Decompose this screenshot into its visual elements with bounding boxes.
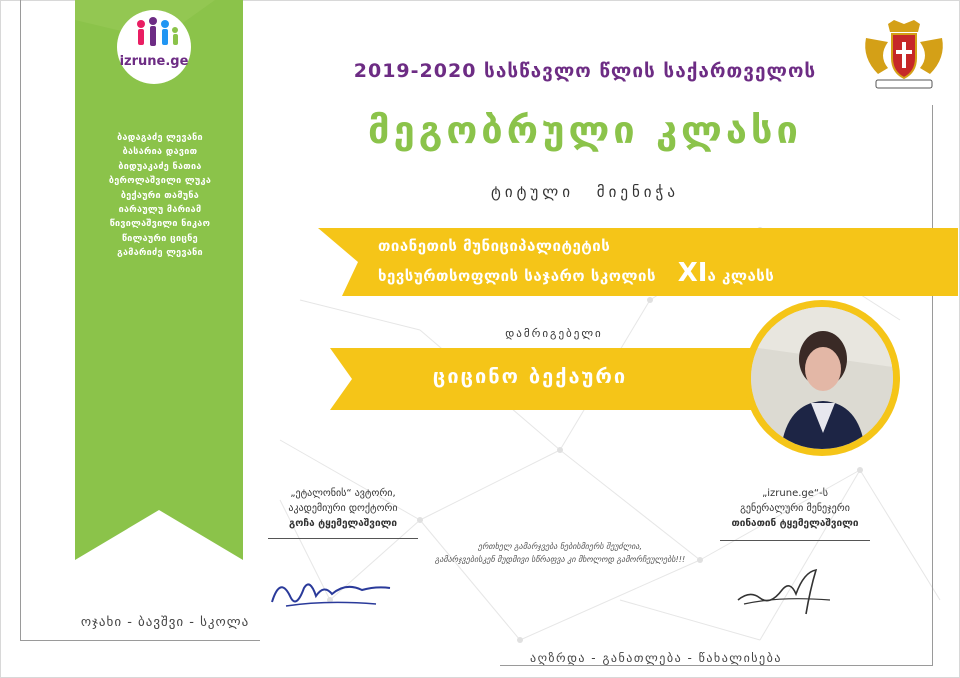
recipient-school: ხევსურთსოფლის საჯარო სკოლის bbox=[378, 267, 656, 285]
student-names-list bbox=[90, 131, 230, 261]
student-name: იარაულუ მარიამ bbox=[118, 205, 202, 216]
coat-of-arms-icon bbox=[858, 18, 950, 94]
family-figures-icon bbox=[117, 10, 191, 60]
certificate-subtitle: ტიტული მიენიჭა bbox=[491, 183, 679, 201]
recipient-line-1: თიანეთის მუნიციპალიტეტის bbox=[378, 237, 611, 255]
frame-line-bottom bbox=[20, 640, 260, 641]
recipient-class-numeral: XI bbox=[677, 258, 708, 288]
year-heading: 2019-2020 სასწავლო წლის საქართველოს bbox=[353, 60, 817, 82]
student-name: გამარიძე ლევანი bbox=[117, 248, 203, 259]
student-name: ბეროლაშვილი ლუკა bbox=[108, 176, 212, 187]
note-line-2: გამარჯვებისკენ მუდმივი სწრაფვა კი მხოლოდ გამორჩეულებს!!! bbox=[434, 555, 686, 564]
right-signatory-name: თინათინ ტყემელაშვილი bbox=[731, 518, 859, 529]
left-signatory-line-1: „ეტალონის“ ავტორი, bbox=[290, 488, 396, 499]
right-signatory-line-2: გენერალური მენეჯერი bbox=[740, 503, 850, 514]
footer-right-motto: აღზრდა - განათლება - წახალისება bbox=[530, 651, 782, 665]
student-name: წილაური ციცნე bbox=[122, 233, 198, 244]
green-ribbon bbox=[75, 0, 243, 565]
motivational-note bbox=[420, 540, 700, 566]
left-signatory-line-2: აკადემიური დოქტორი bbox=[288, 503, 398, 514]
teacher-photo bbox=[751, 307, 893, 449]
presenter-name: ციცინო ბექაური bbox=[432, 364, 628, 388]
recipient-class-suffix: ა კლასს bbox=[707, 267, 775, 285]
frame-line-bottom-right bbox=[500, 665, 933, 666]
student-name: ბასარია დავით bbox=[122, 147, 198, 158]
left-signature-line bbox=[268, 538, 418, 539]
presenter-label: დამრიგებელი bbox=[505, 327, 603, 340]
left-signatory bbox=[268, 486, 418, 531]
certificate-title: მეგობრული კლასი bbox=[368, 108, 802, 152]
student-name: წივილაშვილი ნიკაო bbox=[109, 219, 211, 230]
recipient-line-2 bbox=[378, 258, 774, 288]
note-line-1: ერთხელ გამარჯვება ნებისმიერს შეუძლია, bbox=[478, 542, 642, 551]
frame-line-left bbox=[20, 0, 21, 640]
logo-badge bbox=[117, 10, 191, 84]
left-signatory-name: გოჩა ტყემელაშვილი bbox=[289, 518, 397, 529]
right-signature-line bbox=[720, 540, 870, 541]
left-signature bbox=[266, 566, 396, 614]
right-signature bbox=[730, 560, 840, 616]
right-signatory-line-1: „izrune.ge“-ს bbox=[762, 488, 828, 499]
right-signatory bbox=[710, 486, 880, 531]
footer-left-motto: ოჯახი - ბავშვი - სკოლა bbox=[80, 615, 250, 630]
student-name: ბიდუაკაძე ნათია bbox=[118, 161, 202, 172]
logo-text: izrune.ge bbox=[119, 54, 189, 69]
frame-line-right bbox=[932, 105, 933, 665]
student-name: ბექაური თამუნა bbox=[120, 190, 200, 201]
student-name: ბადაგაძე ლევანი bbox=[117, 133, 203, 143]
